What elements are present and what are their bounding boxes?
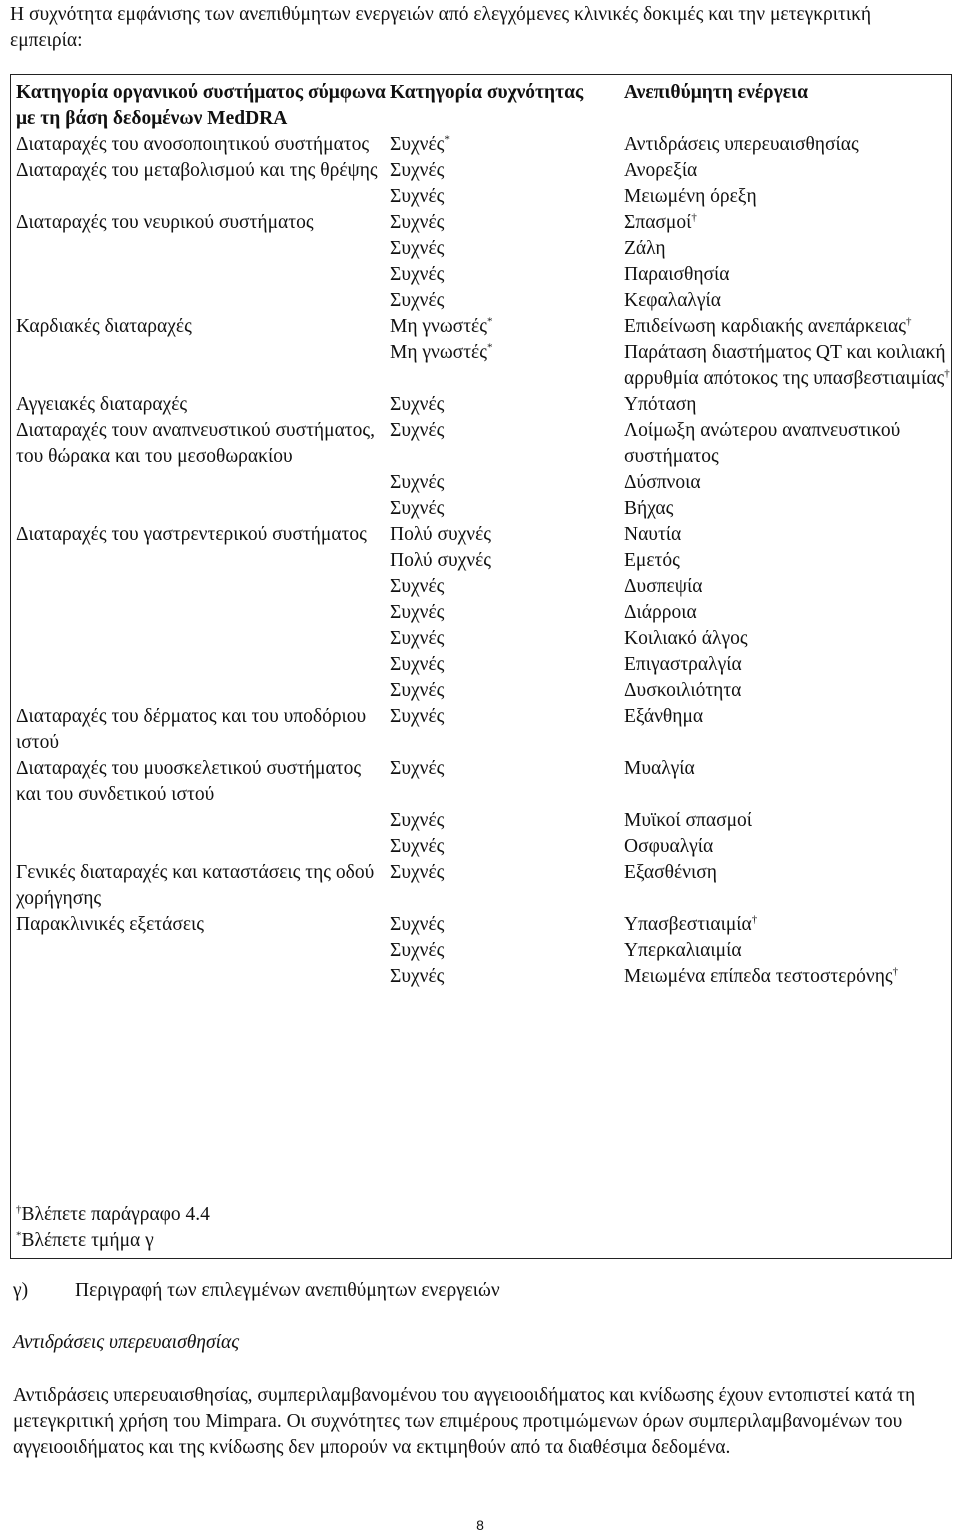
cell-reaction bbox=[624, 756, 950, 808]
cell-frequency bbox=[390, 938, 624, 964]
cell-frequency bbox=[390, 158, 624, 184]
frequency-text: Συχνές bbox=[390, 160, 445, 181]
cell-soc bbox=[16, 262, 390, 288]
reaction-text: Υπερκαλιαιμία bbox=[624, 940, 742, 961]
cell-soc bbox=[16, 470, 390, 496]
cell-reaction bbox=[624, 392, 950, 418]
intro-text: Η συχνότητα εμφάνισης των ανεπιθύμητων ενεργειών από ελεγχόμενες κλινικές δοκιμές και την μετεγκριτική εμπειρία: bbox=[10, 4, 872, 51]
reaction-text: Μυϊκοί σπασμοί bbox=[624, 810, 753, 831]
cell-soc: Διαταραχές τουν αναπνευστικού συστήματος, του θώρακα και του μεσοθωρακίου bbox=[16, 420, 375, 467]
reaction-text: Ναυτία bbox=[624, 524, 682, 545]
frequency-text: Πολύ συχνές bbox=[390, 550, 492, 571]
frequency-text: Συχνές bbox=[390, 186, 445, 207]
frequency-text: Συχνές bbox=[390, 680, 445, 701]
cell-frequency bbox=[390, 522, 624, 548]
frequency-text: Συχνές bbox=[390, 836, 445, 857]
frequency-text: Συχνές bbox=[390, 862, 445, 883]
cell-reaction bbox=[624, 808, 950, 834]
body-paragraph: Αντιδράσεις υπερευαισθησίας, συμπεριλαμβανομένου του αγγειοοιδήματος και κνίδωσης έχουν εντοπιστεί κατά τη μετεγκριτική χρήση του Mimpara. Οι συχνότητες των επιμέρους προτιμώμενων όρων συμπεριλαμβανομένων του αγγειοοιδήματος και της κνίδωσης δεν μπορούν να εκτιμηθούν από τα διαθέσιμα δεδομένα. bbox=[13, 1385, 916, 1458]
cell-reaction bbox=[624, 262, 950, 288]
cell-reaction bbox=[624, 964, 950, 990]
cell-frequency bbox=[390, 418, 624, 470]
cell-soc bbox=[16, 626, 390, 652]
frequency-text: Συχνές bbox=[390, 602, 445, 623]
cell-soc bbox=[16, 834, 390, 860]
table-row bbox=[16, 314, 950, 340]
cell-soc bbox=[16, 288, 390, 314]
cell-soc: Διαταραχές του γαστρεντερικού συστήματος bbox=[16, 524, 367, 545]
reaction-mark: † bbox=[691, 211, 697, 224]
reaction-text: Εξασθένιση bbox=[624, 862, 717, 883]
frequency-text: Συχνές bbox=[390, 654, 445, 675]
frequency-text: Συχνές bbox=[390, 264, 445, 285]
cell-reaction bbox=[624, 470, 950, 496]
subheading: Αντιδράσεις υπερευαισθησίας bbox=[13, 1332, 240, 1353]
frequency-text: Συχνές bbox=[390, 914, 445, 935]
cell-frequency bbox=[390, 288, 624, 314]
cell-frequency bbox=[390, 808, 624, 834]
header-reaction: Ανεπιθύμητη ενέργεια bbox=[624, 82, 808, 103]
cell-soc bbox=[16, 548, 390, 574]
cell-reaction bbox=[624, 652, 950, 678]
cell-soc bbox=[16, 964, 390, 990]
reaction-text: Εμετός bbox=[624, 550, 680, 571]
cell-reaction bbox=[624, 548, 950, 574]
cell-frequency bbox=[390, 678, 624, 704]
cell-soc: Γενικές διαταραχές και καταστάσεις της οδού χορήγησης bbox=[16, 862, 375, 909]
section-number: γ) bbox=[13, 1280, 29, 1301]
table-row bbox=[16, 236, 950, 262]
table-row bbox=[16, 912, 950, 938]
cell-soc bbox=[16, 652, 390, 678]
table-row bbox=[16, 392, 950, 418]
reaction-text: Επιδείνωση καρδιακής ανεπάρκειας bbox=[624, 316, 906, 337]
reaction-text: Παραισθησία bbox=[624, 264, 730, 285]
cell-soc bbox=[16, 808, 390, 834]
page-number: 8 bbox=[476, 1517, 484, 1533]
table-row bbox=[16, 548, 950, 574]
cell-frequency bbox=[390, 860, 624, 912]
cell-soc bbox=[16, 184, 390, 210]
reaction-text: Επιγαστραλγία bbox=[624, 654, 742, 675]
reaction-text: Δυσπεψία bbox=[624, 576, 703, 597]
cell-frequency bbox=[390, 704, 624, 756]
table-row bbox=[16, 964, 950, 990]
reaction-text: Αντιδράσεις υπερευαισθησίας bbox=[624, 134, 859, 155]
table-row bbox=[16, 522, 950, 548]
cell-soc: Διαταραχές του μεταβολισμού και της θρέψης bbox=[16, 160, 378, 181]
frequency-text: Συχνές bbox=[390, 472, 445, 493]
reaction-text: Σπασμοί bbox=[624, 212, 692, 233]
table-row bbox=[16, 808, 950, 834]
cell-frequency bbox=[390, 314, 624, 340]
reaction-text: Βήχας bbox=[624, 498, 674, 519]
reaction-text: Κεφαλαλγία bbox=[624, 290, 721, 311]
reaction-text: Μειωμένη όρεξη bbox=[624, 186, 757, 207]
header-frequency: Κατηγορία συχνότητας bbox=[390, 82, 584, 103]
cell-frequency bbox=[390, 548, 624, 574]
cell-soc bbox=[16, 236, 390, 262]
cell-soc: Διαταραχές του δέρματος και του υποδόριου ιστού bbox=[16, 706, 367, 753]
frequency-text: Συχνές bbox=[390, 238, 445, 259]
footnotes bbox=[16, 1202, 210, 1254]
cell-frequency bbox=[390, 964, 624, 990]
reaction-text: Μυαλγία bbox=[624, 758, 695, 779]
reaction-mark: † bbox=[944, 367, 950, 380]
reaction-text: Μειωμένα επίπεδα τεστοστερόνης bbox=[624, 966, 893, 987]
frequency-text: Συχνές bbox=[390, 134, 445, 155]
footnote-text: Βλέπετε τμήμα γ bbox=[21, 1230, 154, 1251]
table-row bbox=[16, 184, 950, 210]
reaction-mark: † bbox=[751, 913, 758, 926]
table-row bbox=[16, 834, 950, 860]
footnote-mark: * bbox=[16, 1229, 22, 1242]
frequency-text: Συχνές bbox=[390, 212, 445, 233]
reaction-text: Δυσκοιλιότητα bbox=[624, 680, 742, 701]
table-row bbox=[16, 600, 950, 626]
cell-soc: Διαταραχές του ανοσοποιητικού συστήματος bbox=[16, 134, 370, 155]
cell-reaction bbox=[624, 132, 950, 158]
frequency-text: Συχνές bbox=[390, 810, 445, 831]
cell-frequency bbox=[390, 912, 624, 938]
reaction-text: Υπόταση bbox=[624, 394, 697, 415]
cell-frequency bbox=[390, 210, 624, 236]
frequency-text: Συχνές bbox=[390, 966, 445, 987]
reaction-mark: † bbox=[905, 315, 912, 328]
cell-reaction bbox=[624, 574, 950, 600]
cell-reaction bbox=[624, 834, 950, 860]
reaction-text: Λοίμωξη ανώτερου αναπνευστικού συστήματος bbox=[624, 420, 901, 467]
cell-soc bbox=[16, 600, 390, 626]
cell-reaction bbox=[624, 314, 950, 340]
cell-frequency bbox=[390, 574, 624, 600]
table-row bbox=[16, 288, 950, 314]
cell-soc bbox=[16, 340, 390, 392]
table-row bbox=[16, 470, 950, 496]
frequency-text: Πολύ συχνές bbox=[390, 524, 492, 545]
cell-soc: Καρδιακές διαταραχές bbox=[16, 316, 192, 337]
footnote-mark: † bbox=[16, 1203, 22, 1216]
section-title: Περιγραφή των επιλεγμένων ανεπιθύμητων ενεργειών bbox=[75, 1280, 500, 1301]
cell-reaction bbox=[624, 158, 950, 184]
frequency-text: Συχνές bbox=[390, 940, 445, 961]
cell-frequency bbox=[390, 834, 624, 860]
frequency-text: Μη γνωστές bbox=[390, 316, 487, 337]
cell-frequency bbox=[390, 236, 624, 262]
reaction-mark: † bbox=[892, 965, 899, 978]
cell-frequency bbox=[390, 496, 624, 522]
cell-soc: Παρακλινικές εξετάσεις bbox=[16, 914, 205, 935]
footnote-text: Βλέπετε παράγραφο 4.4 bbox=[21, 1204, 210, 1225]
cell-reaction bbox=[624, 912, 950, 938]
cell-reaction bbox=[624, 522, 950, 548]
frequency-text: Συχνές bbox=[390, 758, 445, 779]
table-row bbox=[16, 704, 950, 756]
table-row bbox=[16, 210, 950, 236]
cell-reaction bbox=[624, 860, 950, 912]
frequency-text: Συχνές bbox=[390, 290, 445, 311]
frequency-text: Συχνές bbox=[390, 706, 445, 727]
table-row bbox=[16, 158, 950, 184]
cell-soc bbox=[16, 938, 390, 964]
frequency-text: Συχνές bbox=[390, 420, 445, 441]
cell-frequency bbox=[390, 262, 624, 288]
cell-frequency bbox=[390, 600, 624, 626]
cell-soc: Διαταραχές του νευρικού συστήματος bbox=[16, 212, 314, 233]
cell-soc bbox=[16, 496, 390, 522]
table-row bbox=[16, 496, 950, 522]
reaction-text: Οσφυαλγία bbox=[624, 836, 714, 857]
cell-reaction bbox=[624, 496, 950, 522]
cell-frequency bbox=[390, 652, 624, 678]
reaction-text: Κοιλιακό άλγος bbox=[624, 628, 748, 649]
header-soc: Κατηγορία οργανικού συστήματος σύμφωνα με τη βάση δεδομένων MedDRA bbox=[16, 82, 386, 129]
frequency-text: Μη γνωστές bbox=[390, 342, 487, 363]
reaction-text: Υπασβεστιαιμία bbox=[624, 914, 752, 935]
reaction-text: Ζάλη bbox=[624, 238, 666, 259]
frequency-text: Συχνές bbox=[390, 576, 445, 597]
cell-reaction bbox=[624, 210, 950, 236]
table-row bbox=[16, 938, 950, 964]
table-row bbox=[16, 340, 950, 392]
footnote-dagger bbox=[16, 1202, 210, 1228]
table-row bbox=[16, 418, 950, 470]
cell-frequency bbox=[390, 340, 624, 392]
reaction-text: Διάρροια bbox=[624, 602, 697, 623]
adverse-reactions-table bbox=[16, 80, 950, 990]
frequency-mark: * bbox=[486, 315, 493, 328]
table-header-row bbox=[16, 80, 950, 132]
frequency-mark: * bbox=[444, 133, 450, 146]
cell-frequency bbox=[390, 470, 624, 496]
cell-frequency bbox=[390, 184, 624, 210]
table-row bbox=[16, 574, 950, 600]
cell-reaction bbox=[624, 600, 950, 626]
cell-reaction bbox=[624, 236, 950, 262]
cell-soc: Αγγειακές διαταραχές bbox=[16, 394, 188, 415]
frequency-mark: * bbox=[486, 341, 493, 354]
section-heading bbox=[13, 1278, 500, 1304]
cell-soc: Διαταραχές του μυοσκελετικού συστήματος και του συνδετικού ιστού bbox=[16, 758, 362, 805]
cell-reaction bbox=[624, 626, 950, 652]
cell-reaction bbox=[624, 184, 950, 210]
table-row bbox=[16, 756, 950, 808]
frequency-text: Συχνές bbox=[390, 498, 445, 519]
reaction-text: Παράταση διαστήματος QT και κοιλιακή αρρυθμία απότοκος της υπασβεστιαιμίας bbox=[624, 342, 946, 389]
cell-frequency bbox=[390, 132, 624, 158]
cell-reaction bbox=[624, 678, 950, 704]
cell-reaction bbox=[624, 288, 950, 314]
frequency-text: Συχνές bbox=[390, 394, 445, 415]
table-row bbox=[16, 860, 950, 912]
reaction-text: Εξάνθημα bbox=[624, 706, 704, 727]
cell-reaction bbox=[624, 704, 950, 756]
table-row bbox=[16, 652, 950, 678]
reaction-text: Δύσπνοια bbox=[624, 472, 701, 493]
cell-reaction bbox=[624, 418, 950, 470]
cell-soc bbox=[16, 574, 390, 600]
frequency-text: Συχνές bbox=[390, 628, 445, 649]
table-row bbox=[16, 262, 950, 288]
cell-frequency bbox=[390, 756, 624, 808]
cell-reaction bbox=[624, 938, 950, 964]
reaction-text: Ανορεξία bbox=[624, 160, 698, 181]
footnote-asterisk bbox=[16, 1228, 210, 1254]
cell-frequency bbox=[390, 392, 624, 418]
cell-soc bbox=[16, 678, 390, 704]
table-row bbox=[16, 626, 950, 652]
table-row bbox=[16, 132, 950, 158]
cell-reaction bbox=[624, 340, 950, 392]
table-row bbox=[16, 678, 950, 704]
cell-frequency bbox=[390, 626, 624, 652]
